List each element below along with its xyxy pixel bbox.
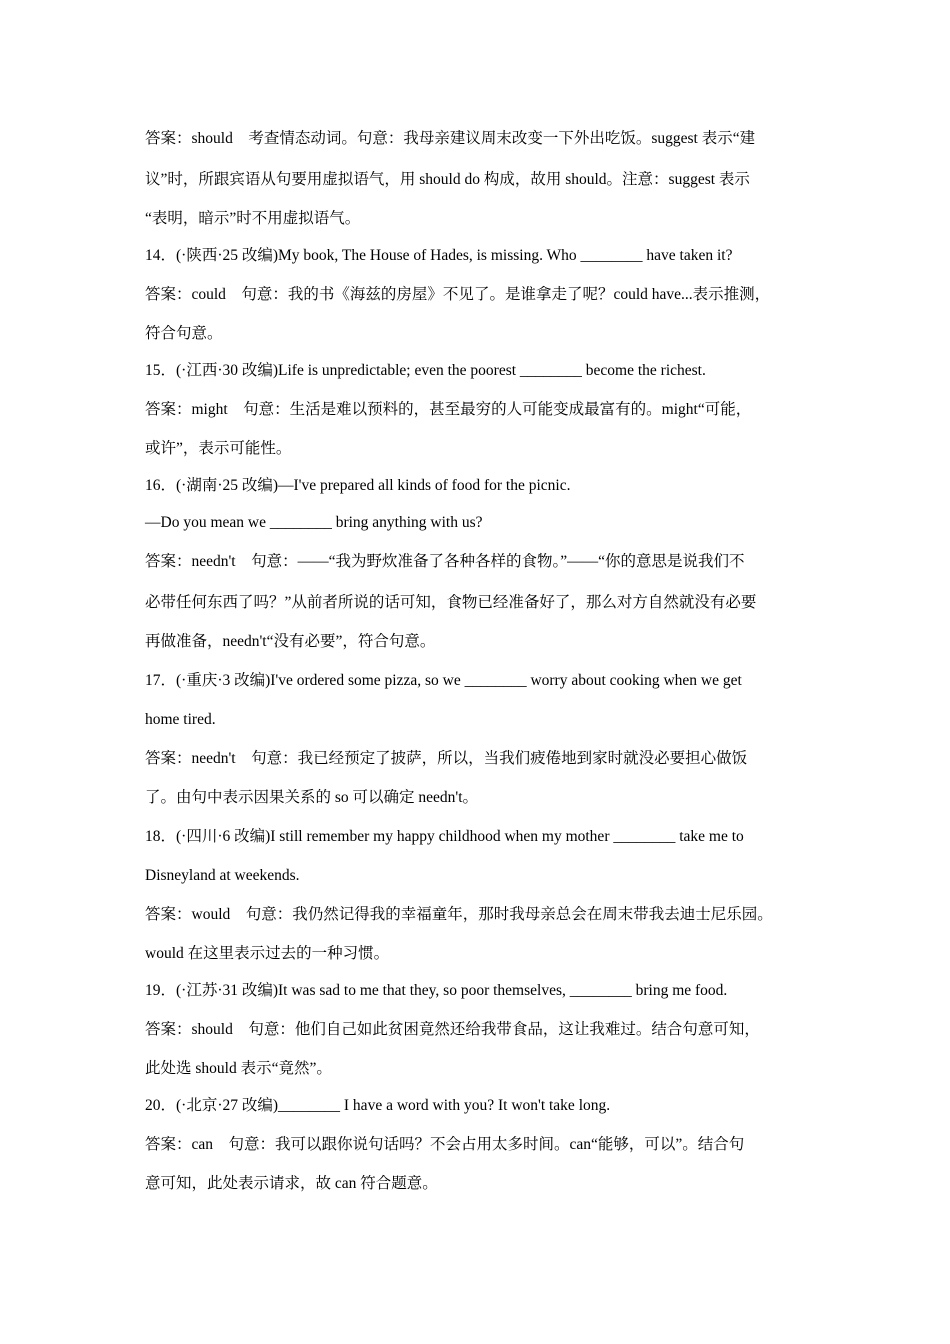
document-page <box>145 118 825 1202</box>
answer-line: 必带任何东西了吗？”从前者所说的话可知，食物已经准备好了，那么对方自然就没有必要 <box>145 594 757 611</box>
answer-line: 符合句意。 <box>145 325 223 342</box>
question-line: 17．(·重庆·3 改编)I've ordered some pizza, so we ________ worry about cooking when we get <box>145 672 742 689</box>
answer-line: 答案：could 句意：我的书《海兹的房屋》不见了。是谁拿走了呢？could have...表示推测， <box>145 286 771 303</box>
answer-line: 答案：needn't 句意：我已经预定了披萨，所以，当我们疲倦地到家时就没必要担心做饭 <box>145 750 748 767</box>
answer-line: 再做准备，needn't“没有必要”，符合句意。 <box>145 633 436 650</box>
answer-line: 意可知，此处表示请求，故 can 符合题意。 <box>145 1175 438 1192</box>
answer-line: 议”时，所跟宾语从句要用虚拟语气，用 should do 构成，故用 should。注意：suggest 表示 <box>145 171 750 188</box>
question-line: 15．(·江西·30 改编)Life is unpredictable; even the poorest ________ become the richest. <box>145 362 706 379</box>
question-line: 18．(·四川·6 改编)I still remember my happy childhood when my mother ________ take me to <box>145 828 744 845</box>
answer-line: 答案：can 句意：我可以跟你说句话吗？不会占用太多时间。can“能够，可以”。结合句 <box>145 1136 745 1153</box>
question-line: 19．(·江苏·31 改编)It was sad to me that they, so poor themselves, ________ bring me food. <box>145 982 728 999</box>
answer-line: would 在这里表示过去的一种习惯。 <box>145 945 390 962</box>
answer-line: 或许”，表示可能性。 <box>145 440 292 457</box>
question-line: Disneyland at weekends. <box>145 867 300 884</box>
question-line: 20．(·北京·27 改编)________ I have a word with you? It won't take long. <box>145 1097 611 1114</box>
answer-line: 答案：should 考查情态动词。句意：我母亲建议周末改变一下外出吃饭。suggest 表示“建 <box>145 130 756 147</box>
question-line: home tired. <box>145 711 216 728</box>
answer-line: 答案：needn't 句意：——“我为野炊准备了各种各样的食物。”——“你的意思是说我们不 <box>145 553 745 570</box>
answer-line: 答案：should 句意：他们自己如此贫困竟然还给我带食品，这让我难过。结合句意可知， <box>145 1021 760 1038</box>
answer-line: 答案：might 句意：生活是难以预料的，甚至最穷的人可能变成最富有的。might“可能， <box>145 401 752 418</box>
answer-line: 了。由句中表示因果关系的 so 可以确定 needn't。 <box>145 789 479 806</box>
question-line: 14．(·陕西·25 改编)My book, The House of Hades, is missing. Who ________ have taken it? <box>145 247 733 264</box>
answer-line: “表明，暗示”时不用虚拟语气。 <box>145 210 361 227</box>
answer-line: 答案：would 句意：我仍然记得我的幸福童年，那时我母亲总会在周末带我去迪士尼乐园。 <box>145 906 773 923</box>
question-line: —Do you mean we ________ bring anything with us? <box>145 514 483 531</box>
answer-line: 此处选 should 表示“竟然”。 <box>145 1060 332 1077</box>
question-line: 16．(·湖南·25 改编)—I've prepared all kinds of food for the picnic. <box>145 477 571 494</box>
